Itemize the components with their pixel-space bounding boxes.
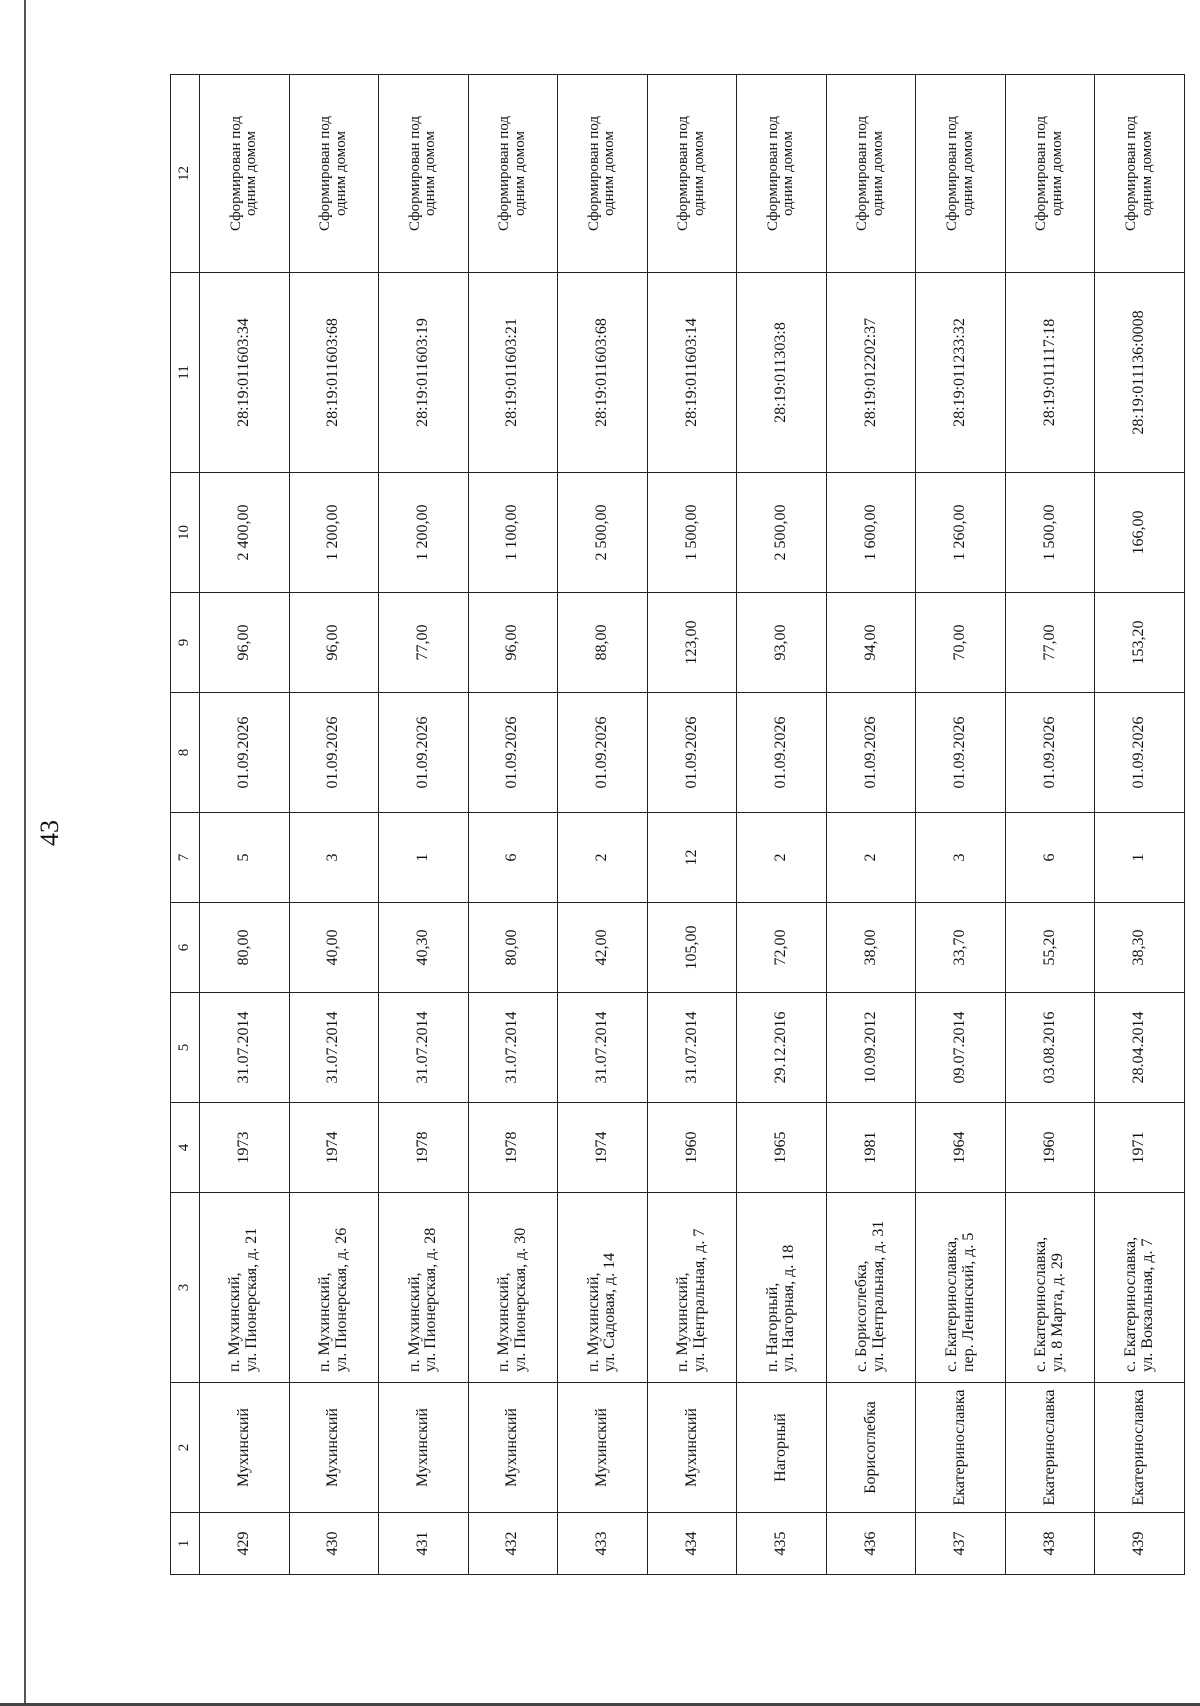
cadastral-number-cell: 28:19:011117:18 bbox=[1005, 273, 1095, 473]
date-cell: 28.04.2014 bbox=[1095, 993, 1185, 1103]
area-cell: 40,30 bbox=[379, 903, 469, 993]
table-row bbox=[558, 75, 648, 1575]
row-number: 430 bbox=[289, 1513, 379, 1575]
year-cell: 1981 bbox=[826, 1103, 916, 1193]
status-cell: Сформирован под одним домом bbox=[1095, 75, 1185, 273]
deadline-cell: 01.09.2026 bbox=[1095, 693, 1185, 813]
count-cell: 2 bbox=[558, 813, 648, 903]
deadline-cell: 01.09.2026 bbox=[200, 693, 290, 813]
value-10-cell: 2 500,00 bbox=[558, 473, 648, 593]
count-cell: 12 bbox=[647, 813, 737, 903]
address-cell: п. Мухинский, ул. Центральная, д. 7 bbox=[647, 1193, 737, 1383]
table-row bbox=[737, 75, 827, 1575]
year-cell: 1978 bbox=[468, 1103, 558, 1193]
deadline-cell: 01.09.2026 bbox=[558, 693, 648, 813]
column-number-1: 1 bbox=[171, 1513, 200, 1575]
status-cell: Сформирован под одним домом bbox=[826, 75, 916, 273]
date-cell: 31.07.2014 bbox=[200, 993, 290, 1103]
deadline-cell: 01.09.2026 bbox=[647, 693, 737, 813]
settlement-cell: Мухинский bbox=[558, 1383, 648, 1513]
address-cell: п. Мухинский, ул. Пионерская, д. 21 bbox=[200, 1193, 290, 1383]
table-row bbox=[826, 75, 916, 1575]
row-number: 432 bbox=[468, 1513, 558, 1575]
date-cell: 10.09.2012 bbox=[826, 993, 916, 1103]
year-cell: 1978 bbox=[379, 1103, 469, 1193]
column-number-11: 11 bbox=[171, 273, 200, 473]
status-cell: Сформирован под одним домом bbox=[737, 75, 827, 273]
area-cell: 80,00 bbox=[468, 903, 558, 993]
area-cell: 38,30 bbox=[1095, 903, 1185, 993]
year-cell: 1964 bbox=[916, 1103, 1006, 1193]
deadline-cell: 01.09.2026 bbox=[826, 693, 916, 813]
table-row bbox=[1005, 75, 1095, 1575]
table-row bbox=[468, 75, 558, 1575]
settlement-cell: Борисоглебка bbox=[826, 1383, 916, 1513]
date-cell: 29.12.2016 bbox=[737, 993, 827, 1103]
column-number-8: 8 bbox=[171, 693, 200, 813]
year-cell: 1971 bbox=[1095, 1103, 1185, 1193]
value-9-cell: 77,00 bbox=[379, 593, 469, 693]
status-cell: Сформирован под одним домом bbox=[468, 75, 558, 273]
cadastral-number-cell: 28:19:011603:68 bbox=[558, 273, 648, 473]
value-9-cell: 153,20 bbox=[1095, 593, 1185, 693]
area-cell: 80,00 bbox=[200, 903, 290, 993]
cadastral-number-cell: 28:19:011603:14 bbox=[647, 273, 737, 473]
date-cell: 31.07.2014 bbox=[647, 993, 737, 1103]
row-number: 437 bbox=[916, 1513, 1006, 1575]
column-number-7: 7 bbox=[171, 813, 200, 903]
column-number-6: 6 bbox=[171, 903, 200, 993]
date-cell: 31.07.2014 bbox=[468, 993, 558, 1103]
count-cell: 1 bbox=[1095, 813, 1185, 903]
area-cell: 55,20 bbox=[1005, 903, 1095, 993]
table-row bbox=[200, 75, 290, 1575]
table-body bbox=[200, 75, 1185, 1575]
row-number: 434 bbox=[647, 1513, 737, 1575]
count-cell: 3 bbox=[289, 813, 379, 903]
year-cell: 1960 bbox=[1005, 1103, 1095, 1193]
cadastral-number-cell: 28:19:011603:21 bbox=[468, 273, 558, 473]
deadline-cell: 01.09.2026 bbox=[1005, 693, 1095, 813]
count-cell: 3 bbox=[916, 813, 1006, 903]
address-cell: с. Екатеринославка, ул. Вокзальная, д. 7 bbox=[1095, 1193, 1185, 1383]
row-number: 436 bbox=[826, 1513, 916, 1575]
column-number-12: 12 bbox=[171, 75, 200, 273]
settlement-cell: Екатеринославка bbox=[1005, 1383, 1095, 1513]
settlement-cell: Мухинский bbox=[379, 1383, 469, 1513]
cadastral-number-cell: 28:19:011136:0008 bbox=[1095, 273, 1185, 473]
value-10-cell: 1 260,00 bbox=[916, 473, 1006, 593]
status-cell: Сформирован под одним домом bbox=[558, 75, 648, 273]
column-number-5: 5 bbox=[171, 993, 200, 1103]
value-10-cell: 2 500,00 bbox=[737, 473, 827, 593]
cadastral-number-cell: 28:19:011603:34 bbox=[200, 273, 290, 473]
area-cell: 40,00 bbox=[289, 903, 379, 993]
row-number: 439 bbox=[1095, 1513, 1185, 1575]
deadline-cell: 01.09.2026 bbox=[737, 693, 827, 813]
value-10-cell: 1 200,00 bbox=[289, 473, 379, 593]
value-10-cell: 1 500,00 bbox=[1005, 473, 1095, 593]
value-9-cell: 96,00 bbox=[289, 593, 379, 693]
table-container bbox=[170, 75, 1185, 1575]
cadastral-number-cell: 28:19:011233:32 bbox=[916, 273, 1006, 473]
status-cell: Сформирован под одним домом bbox=[1005, 75, 1095, 273]
value-9-cell: 77,00 bbox=[1005, 593, 1095, 693]
count-cell: 2 bbox=[737, 813, 827, 903]
settlement-cell: Екатеринославка bbox=[1095, 1383, 1185, 1513]
area-cell: 72,00 bbox=[737, 903, 827, 993]
value-10-cell: 1 100,00 bbox=[468, 473, 558, 593]
count-cell: 2 bbox=[826, 813, 916, 903]
table-row bbox=[647, 75, 737, 1575]
table-row bbox=[379, 75, 469, 1575]
column-number-2: 2 bbox=[171, 1383, 200, 1513]
date-cell: 09.07.2014 bbox=[916, 993, 1006, 1103]
date-cell: 03.08.2016 bbox=[1005, 993, 1095, 1103]
settlement-cell: Мухинский bbox=[647, 1383, 737, 1513]
value-9-cell: 123,00 bbox=[647, 593, 737, 693]
address-cell: с. Борисоглебка, ул. Центральная, д. 31 bbox=[826, 1193, 916, 1383]
settlement-cell: Нагорный bbox=[737, 1383, 827, 1513]
column-number-10: 10 bbox=[171, 473, 200, 593]
settlement-cell: Мухинский bbox=[200, 1383, 290, 1513]
cadastral-number-cell: 28:19:011303:8 bbox=[737, 273, 827, 473]
scan-left-edge bbox=[24, 0, 26, 1706]
deadline-cell: 01.09.2026 bbox=[916, 693, 1006, 813]
page-number: 43 bbox=[35, 820, 64, 846]
row-number: 433 bbox=[558, 1513, 648, 1575]
year-cell: 1974 bbox=[289, 1103, 379, 1193]
year-cell: 1973 bbox=[200, 1103, 290, 1193]
count-cell: 1 bbox=[379, 813, 469, 903]
status-cell: Сформирован под одним домом bbox=[379, 75, 469, 273]
value-9-cell: 96,00 bbox=[200, 593, 290, 693]
value-9-cell: 94,00 bbox=[826, 593, 916, 693]
address-cell: п. Мухинский, ул. Садовая, д. 14 bbox=[558, 1193, 648, 1383]
row-number: 431 bbox=[379, 1513, 469, 1575]
deadline-cell: 01.09.2026 bbox=[468, 693, 558, 813]
date-cell: 31.07.2014 bbox=[379, 993, 469, 1103]
row-number: 438 bbox=[1005, 1513, 1095, 1575]
address-cell: п. Мухинский, ул. Пионерская, д. 28 bbox=[379, 1193, 469, 1383]
deadline-cell: 01.09.2026 bbox=[289, 693, 379, 813]
count-cell: 5 bbox=[200, 813, 290, 903]
row-number: 429 bbox=[200, 1513, 290, 1575]
cadastral-number-cell: 28:19:011603:68 bbox=[289, 273, 379, 473]
status-cell: Сформирован под одним домом bbox=[289, 75, 379, 273]
cadastral-number-cell: 28:19:012202:37 bbox=[826, 273, 916, 473]
date-cell: 31.07.2014 bbox=[289, 993, 379, 1103]
column-number-row bbox=[171, 75, 200, 1575]
count-cell: 6 bbox=[468, 813, 558, 903]
settlement-cell: Мухинский bbox=[468, 1383, 558, 1513]
status-cell: Сформирован под одним домом bbox=[647, 75, 737, 273]
column-number-3: 3 bbox=[171, 1193, 200, 1383]
value-10-cell: 1 600,00 bbox=[826, 473, 916, 593]
column-number-9: 9 bbox=[171, 593, 200, 693]
settlement-cell: Мухинский bbox=[289, 1383, 379, 1513]
value-10-cell: 2 400,00 bbox=[200, 473, 290, 593]
address-cell: с. Екатеринославка, пер. Ленинский, д. 5 bbox=[916, 1193, 1006, 1383]
value-9-cell: 88,00 bbox=[558, 593, 648, 693]
cadastral-number-cell: 28:19:011603:19 bbox=[379, 273, 469, 473]
deadline-cell: 01.09.2026 bbox=[379, 693, 469, 813]
year-cell: 1965 bbox=[737, 1103, 827, 1193]
status-cell: Сформирован под одним домом bbox=[200, 75, 290, 273]
year-cell: 1974 bbox=[558, 1103, 648, 1193]
area-cell: 105,00 bbox=[647, 903, 737, 993]
table-row bbox=[1095, 75, 1185, 1575]
address-cell: п. Нагорный, ул. Нагорная, д. 18 bbox=[737, 1193, 827, 1383]
address-cell: с. Екатеринославка, ул. 8 Марта, д. 29 bbox=[1005, 1193, 1095, 1383]
year-cell: 1960 bbox=[647, 1103, 737, 1193]
area-cell: 33,70 bbox=[916, 903, 1006, 993]
date-cell: 31.07.2014 bbox=[558, 993, 648, 1103]
table-row bbox=[289, 75, 379, 1575]
settlement-cell: Екатеринославка bbox=[916, 1383, 1006, 1513]
area-cell: 38,00 bbox=[826, 903, 916, 993]
column-number-4: 4 bbox=[171, 1103, 200, 1193]
data-table bbox=[170, 74, 1185, 1575]
status-cell: Сформирован под одним домом bbox=[916, 75, 1006, 273]
value-10-cell: 1 500,00 bbox=[647, 473, 737, 593]
value-9-cell: 96,00 bbox=[468, 593, 558, 693]
row-number: 435 bbox=[737, 1513, 827, 1575]
value-10-cell: 166,00 bbox=[1095, 473, 1185, 593]
table-row bbox=[916, 75, 1006, 1575]
count-cell: 6 bbox=[1005, 813, 1095, 903]
area-cell: 42,00 bbox=[558, 903, 648, 993]
value-9-cell: 70,00 bbox=[916, 593, 1006, 693]
address-cell: п. Мухинский, ул. Пионерская, д. 30 bbox=[468, 1193, 558, 1383]
address-cell: п. Мухинский, ул. Пионерская, д. 26 bbox=[289, 1193, 379, 1383]
value-10-cell: 1 200,00 bbox=[379, 473, 469, 593]
value-9-cell: 93,00 bbox=[737, 593, 827, 693]
